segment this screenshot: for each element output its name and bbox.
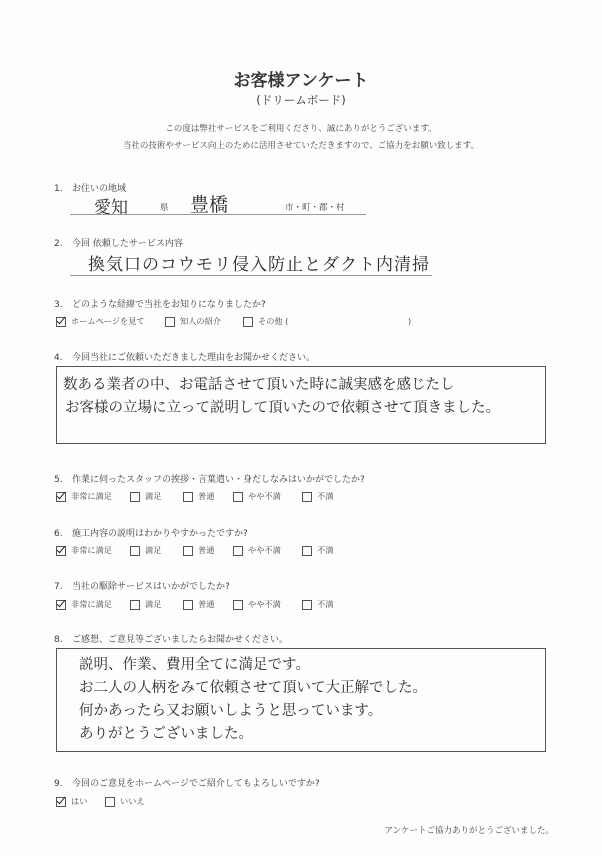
q4-label: 4. 今回当社にご依頼いただきました理由をお聞かせください。 — [54, 353, 316, 363]
q7-option-neutral[interactable]: 普通 — [183, 599, 214, 610]
q5-option-dissatisfied[interactable]: 不満 — [302, 491, 333, 502]
q8-label: 8. ご感想、ご意見等ございましたらお聞かせください。 — [54, 635, 289, 645]
checkbox-checked[interactable] — [56, 492, 66, 502]
q8-answer-line-3: 何かあったら又お願いしようと思っています。 — [79, 703, 383, 719]
checkbox[interactable] — [165, 317, 175, 327]
checkbox[interactable] — [130, 600, 140, 610]
q8-answer-line-4: ありがとうございました。 — [79, 726, 253, 742]
q5-option-neutral[interactable]: 普通 — [183, 491, 214, 502]
q7-option-dissatisfied[interactable]: 不満 — [302, 599, 333, 610]
q4-answer-line-2: お客様の立場に立って説明して頂いたので依頼させて頂きました。 — [65, 400, 500, 416]
q6-option-somewhat-dissatisfied[interactable]: やや不満 — [233, 545, 281, 556]
q1-label: 1. お住いの地域 — [54, 184, 127, 194]
q6-option-dissatisfied[interactable]: 不満 — [302, 545, 333, 556]
checkbox[interactable] — [183, 600, 193, 610]
checkbox[interactable] — [183, 492, 193, 502]
checkbox-checked[interactable] — [56, 546, 66, 556]
q1-city-answer: 豊橋 — [190, 194, 229, 216]
checkbox[interactable] — [302, 600, 312, 610]
q3-other-close: ) — [408, 316, 412, 326]
checkbox[interactable] — [302, 546, 312, 556]
q1-city-suffix: 市・町・郡・村 — [285, 203, 345, 213]
q2-answer: 換気口のコウモリ侵入防止とダクト内清掃 — [88, 255, 430, 275]
q6-option-satisfied[interactable]: 満足 — [130, 545, 161, 556]
checkbox[interactable] — [183, 546, 193, 556]
q2-answer-line — [70, 275, 432, 276]
intro-line-2: 当社の技術やサービス向上のために活用させていただきますので、ご協力をお願い致します。 — [122, 141, 480, 151]
q7-option-somewhat-dissatisfied[interactable]: やや不満 — [233, 599, 281, 610]
checkbox[interactable] — [130, 492, 140, 502]
q3-option-homepage[interactable]: ホームページを見て — [56, 316, 145, 327]
q8-answer-line-2: お二人の人柄をみて依頼させて頂いて大正解でした。 — [79, 680, 427, 696]
intro-line-1: この度は弊社サービスをご利用くださり、誠にありがとうございます。 — [165, 124, 437, 134]
q3-option-referral[interactable]: 知人の紹介 — [165, 316, 221, 327]
q6-option-very-satisfied[interactable]: 非常に満足 — [56, 545, 112, 556]
checkbox-checked[interactable] — [56, 600, 66, 610]
checkbox[interactable] — [233, 492, 243, 502]
q1-answer-line — [70, 214, 366, 215]
footer-thanks: アンケートご協力ありがとうございました。 — [384, 826, 554, 836]
q7-option-very-satisfied[interactable]: 非常に満足 — [56, 599, 112, 610]
q4-answer-box[interactable] — [56, 366, 546, 444]
q1-prefecture-suffix: 県 — [160, 203, 169, 213]
checkbox[interactable] — [302, 492, 312, 502]
q4-answer-line-1: 数ある業者の中、お電話させて頂いた時に誠実感を感じたし — [63, 377, 455, 393]
checkbox[interactable] — [233, 600, 243, 610]
q6-option-neutral[interactable]: 普通 — [183, 545, 214, 556]
q9-label: 9. 今回のご意見をホームページでご紹介してもよろしいですか? — [54, 779, 320, 789]
checkbox[interactable] — [233, 546, 243, 556]
survey-title: お客様アンケート — [233, 71, 369, 91]
checkbox[interactable] — [243, 317, 253, 327]
q8-answer-line-1: 説明、作業、費用全てに満足です。 — [79, 657, 310, 673]
q9-option-no[interactable]: いいえ — [105, 796, 145, 807]
survey-subtitle: (ドリームボード) — [256, 93, 346, 107]
q5-option-very-satisfied[interactable]: 非常に満足 — [56, 491, 112, 502]
q2-label: 2. 今回 依頼したサービス内容 — [54, 239, 183, 249]
q6-label: 6. 施工内容の説明はわかりやすかったですか? — [54, 529, 248, 539]
q7-option-satisfied[interactable]: 満足 — [130, 599, 161, 610]
q5-option-satisfied[interactable]: 満足 — [130, 491, 161, 502]
q7-label: 7. 当社の駆除サービスはいかがでしたか? — [54, 582, 230, 592]
q5-option-somewhat-dissatisfied[interactable]: やや不満 — [233, 491, 281, 502]
q8-answer-box[interactable] — [56, 648, 546, 752]
q9-option-yes[interactable]: はい — [56, 796, 87, 807]
checkbox-checked[interactable] — [56, 317, 66, 327]
checkbox[interactable] — [130, 546, 140, 556]
checkbox-checked[interactable] — [56, 797, 66, 807]
q3-option-other[interactable]: その他 ( — [243, 316, 288, 327]
q3-label: 3. どのような経緯で当社をお知りになりましたか? — [54, 300, 266, 310]
q1-prefecture-answer: 愛知 — [94, 198, 128, 218]
q5-label: 5. 作業に伺ったスタッフの挨拶・言葉遣い・身だしなみはいかがでしたか? — [54, 475, 365, 485]
checkbox[interactable] — [105, 797, 115, 807]
